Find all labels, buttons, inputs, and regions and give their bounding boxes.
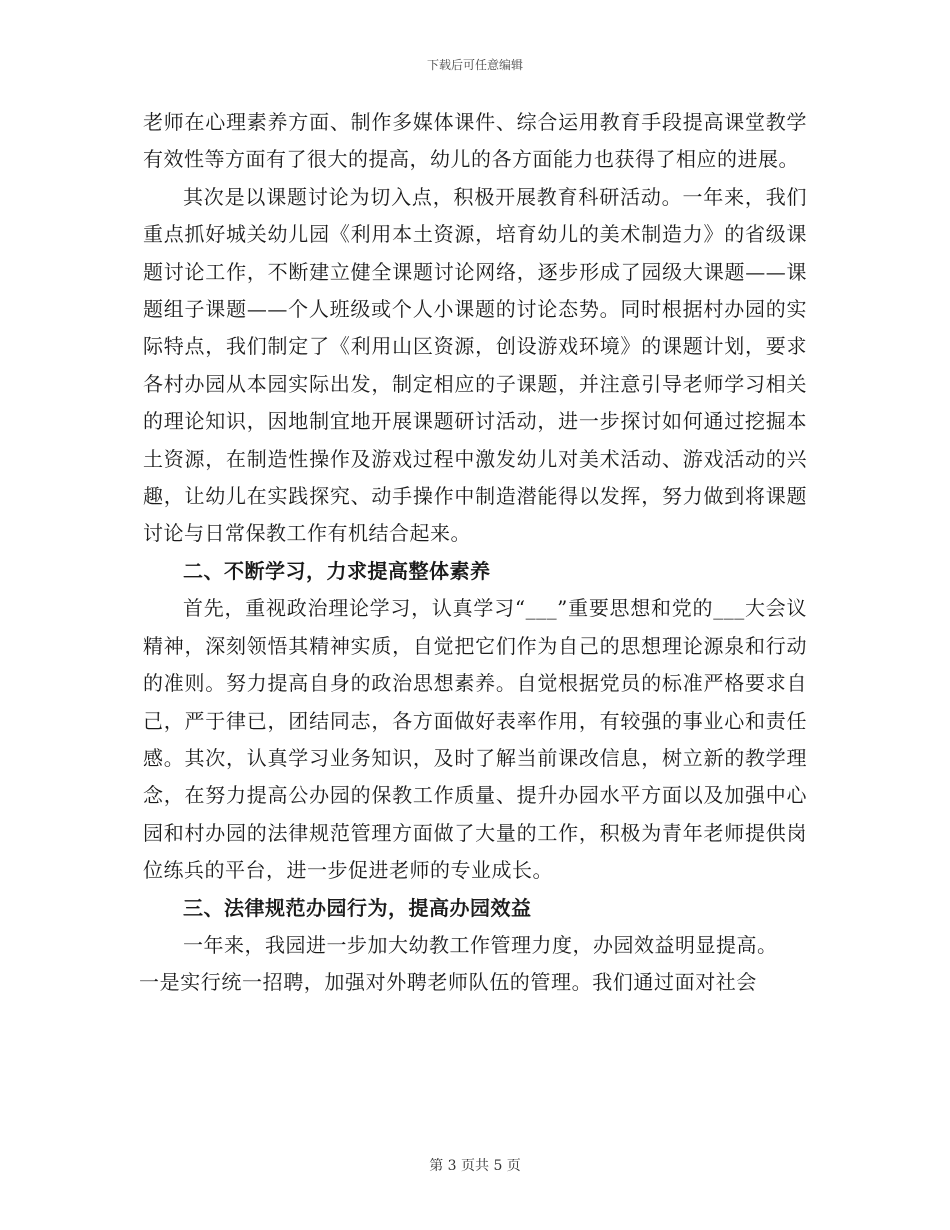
paragraph-management-line-2: 一是实行统一招聘，加强对外聘老师队伍的管理。我们通过面对社会 — [139, 970, 757, 995]
paragraph-research: 其次是以课题讨论为切入点，积极开展教育科研活动。一年来，我们重点抓好城关幼儿园《利用本土资源，培育幼儿的美术制造力》的省级课题讨论工作，不断建立健全课题讨论网络，逐步形成了园级大课题——课题组子课题——个人班级或个人小课题的讨论态势。同时根据村办园的实际特点，我们制定了《利用山区资源，创设游戏环境》的课题计划，要求各村办园从本园实际出发，制定相应的子课题，并注意引导老师学习相关的理论知识，因地制宜地开展课题研讨活动，进一步探讨如何通过挖掘本土资源，在制造性操作及游戏过程中激发幼儿对美术活动、游戏活动的兴趣，让幼儿在实践探究、动手操作中制造潜能得以发挥，努力做到将课题讨论与日常保教工作有机结合起来。 — [143, 184, 807, 546]
page-header-note: 下载后可任意编辑 — [426, 58, 523, 72]
section-heading-3: 三、法律规范办园行为，提高办园效益 — [183, 895, 532, 920]
paragraph-study: 首先，重视政治理论学习，认真学习“___”重要思想和党的___大会议精神，深刻领悟其精神实质，自觉把它们作为自己的思想理论源泉和行动的准则。努力提高自身的政治思想素养。自觉根据党员的标准严格要求自己，严于律已，团结同志，各方面做好表率作用，有较强的事业心和责任感。其次，认真学习业务知识，及时了解当前课改信息，树立新的教学理念，在努力提高公办园的保教工作质量、提升办园水平方面以及加强中心园和村办园的法律规范管理方面做了大量的工作，积极为青年老师提供岗位练兵的平台，进一步促进老师的专业成长。 — [143, 596, 807, 883]
page-number: 第 3 页共 5 页 — [429, 1158, 521, 1174]
paragraph-continuation: 老师在心理素养方面、制作多媒体课件、综合运用教育手段提高课堂教学有效性等方面有了很大的提高，幼儿的各方面能力也获得了相应的进展。 — [143, 110, 807, 172]
document-body — [139, 104, 807, 1002]
paragraph-management-line-1: 一年来，我园进一步加大幼教工作管理力度，办园效益明显提高。 — [183, 932, 778, 957]
section-heading-2: 二、不断学习，力求提高整体素养 — [183, 558, 491, 583]
